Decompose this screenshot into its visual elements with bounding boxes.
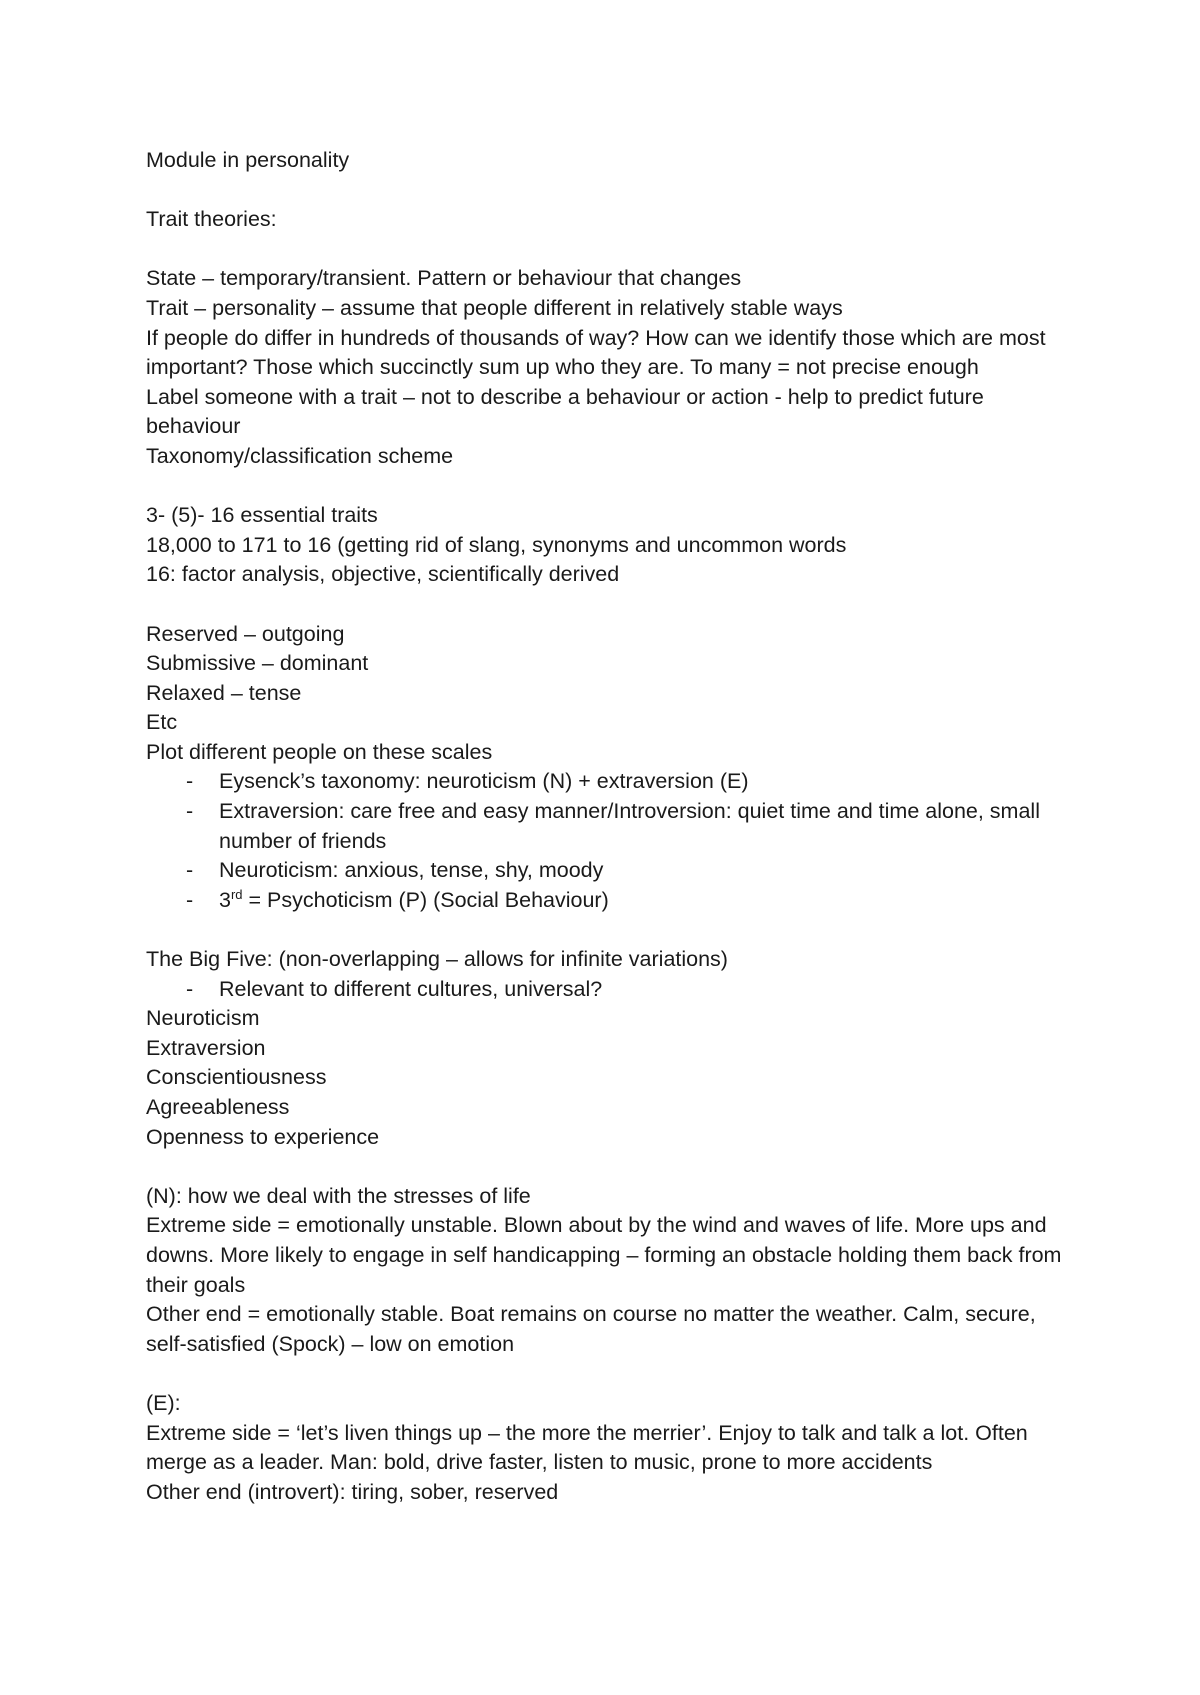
- big-five-item: Neuroticism: [146, 1006, 260, 1031]
- paragraph-line: (E):: [146, 1390, 181, 1415]
- document-title: Module in personality: [146, 148, 350, 172]
- paragraph-line: 18,000 to 171 to 16 (getting rid of slang, synonyms and uncommon words: [146, 532, 847, 557]
- paragraph-line: 16: factor analysis, objective, scientifically derived: [146, 562, 620, 587]
- document-body: [146, 146, 1066, 1507]
- big-five-item: Openness to experience: [146, 1124, 380, 1149]
- paragraph-line: If people do differ in hundreds of thousands of way? How can we identify those which are most important? Those which succinctly sum up who they are. To many = not precise enough: [146, 325, 1046, 380]
- bullet-item: [146, 767, 1066, 797]
- blank-line: [146, 1359, 1066, 1389]
- blank-line: [146, 915, 1066, 945]
- bullet-text: Neuroticism: anxious, tense, shy, moody: [219, 858, 604, 883]
- ordinal-superscript: rd: [230, 886, 243, 902]
- paragraph-line: Etc: [146, 710, 178, 735]
- paragraph-line: Other end = emotionally stable. Boat remains on course no matter the weather. Calm, secure, self-satisfied (Spock) – low on emotion: [146, 1302, 1036, 1356]
- bullet-dash: -: [186, 799, 194, 824]
- paragraph-line: Trait – personality – assume that people different in relatively stable ways: [146, 295, 843, 320]
- bullet-item: [146, 886, 1066, 916]
- paragraph-line: 3- (5)- 16 essential traits: [146, 503, 378, 528]
- paragraph-line: Submissive – dominant: [146, 651, 369, 676]
- paragraph-line: Plot different people on these scales: [146, 739, 493, 764]
- paragraph-line: Relaxed – tense: [146, 680, 302, 705]
- blank-line: [146, 590, 1066, 620]
- paragraph-line: Reserved – outgoing: [146, 621, 345, 646]
- bullet-dash: -: [186, 858, 194, 883]
- bullet-text-rest: = Psychoticism (P) (Social Behaviour): [242, 887, 609, 912]
- paragraph-line: Extreme side = emotionally unstable. Blown about by the wind and waves of life. More ups and downs. More likely to engage in self handicapping – forming an obstacle holding them back from their goals: [146, 1213, 1062, 1297]
- bullet-dash: -: [186, 769, 194, 794]
- paragraph-line: State – temporary/transient. Pattern or behaviour that changes: [146, 266, 742, 291]
- big-five-item: Conscientiousness: [146, 1065, 327, 1090]
- blank-line: [146, 176, 1066, 206]
- paragraph-line: (N): how we deal with the stresses of life: [146, 1183, 531, 1208]
- bullet-dash: -: [186, 976, 194, 1001]
- blank-line: [146, 235, 1066, 265]
- bullet-dash: -: [186, 887, 194, 912]
- paragraph-line: Taxonomy/classification scheme: [146, 443, 454, 468]
- bullet-item: [146, 975, 1066, 1005]
- bullet-text: Relevant to different cultures, universal?: [219, 976, 603, 1001]
- big-five-heading: The Big Five: (non-overlapping – allows for infinite variations): [146, 947, 728, 972]
- bullet-text: Eysenck’s taxonomy: neuroticism (N) + extraversion (E): [219, 769, 749, 794]
- big-five-item: Extraversion: [146, 1035, 266, 1060]
- bullet-text: [219, 888, 609, 912]
- paragraph-line: Extreme side = ‘let’s liven things up – the more the merrier’. Enjoy to talk and talk a lot. Often merge as a leader. Man: bold, drive faster, listen to music, prone to more accidents: [146, 1420, 1028, 1475]
- big-five-item: Agreeableness: [146, 1095, 290, 1119]
- ordinal-number: 3: [219, 887, 231, 912]
- paragraph-line: Label someone with a trait – not to describe a behaviour or action - help to predict future behaviour: [146, 384, 984, 439]
- blank-line: [146, 472, 1066, 502]
- bullet-text: Extraversion: care free and easy manner/Introversion: quiet time and time alone, small number of friends: [219, 799, 1040, 853]
- trait-theories-heading: Trait theories:: [146, 207, 277, 232]
- paragraph-line: Other end (introvert): tiring, sober, reserved: [146, 1479, 559, 1504]
- bullet-item: [146, 797, 1066, 856]
- bullet-item: [146, 856, 1066, 886]
- blank-line: [146, 1152, 1066, 1182]
